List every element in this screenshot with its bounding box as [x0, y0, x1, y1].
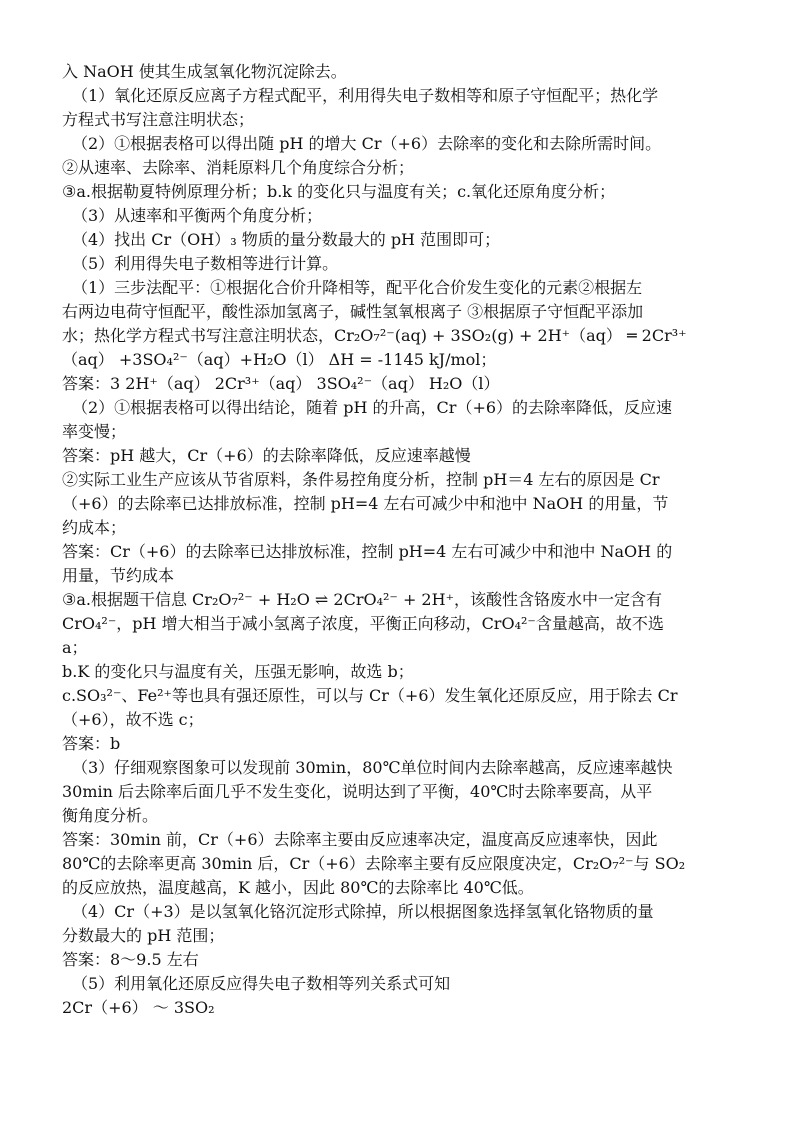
text-line: ②实际工业生产应该从节省原料，条件易控角度分析，控制 pH＝4 左右的原因是 Cr — [62, 470, 660, 489]
text-line: （1）氧化还原反应离子方程式配平，利用得失电子数相等和原子守恒配平；热化学 — [72, 86, 659, 105]
text-line: 约成本； — [62, 518, 127, 537]
text-line: （3）从速率和平衡两个角度分析； — [72, 206, 323, 225]
text-line: CrO₄²⁻，pH 增大相当于减小氢离子浓度，平衡正向移动，CrO₄²⁻含量越高，故不选 — [62, 614, 664, 633]
text-line: ③a.根据勒夏特例原理分析；b.k 的变化只与温度有关；c.氧化还原角度分析； — [62, 182, 616, 201]
text-line: b.K 的变化只与温度有关，压强无影响，故选 b； — [62, 662, 414, 681]
text-line: a； — [62, 638, 88, 657]
text-line: 的反应放热，温度越高，K 越小，因此 80℃的去除率比 40℃低。 — [62, 878, 534, 897]
text-line: 率变慢； — [62, 422, 127, 441]
text-line: （5）利用氧化还原反应得失电子数相等列关系式可知 — [72, 974, 451, 993]
text-line: （+6），故不选 c； — [62, 710, 204, 729]
text-line: 方程式书写注意注明状态； — [62, 110, 255, 129]
text-line: 答案：pH 越大，Cr（+6）的去除率降低，反应速率越慢 — [62, 446, 471, 465]
text-line: （3）仔细观察图象可以发现前 30min，80℃单位时间内去除率越高，反应速率越快 — [72, 758, 673, 777]
text-line: 答案：3 2H⁺（aq） 2Cr³⁺（aq） 3SO₄²⁻（aq） H₂O（l） — [62, 374, 500, 393]
text-line: 右两边电荷守恒配平，酸性添加氢离子，碱性氢氧根离子 ③根据原子守恒配平添加 — [62, 302, 644, 321]
text-line: （2）①根据表格可以得出结论，随着 pH 的升高，Cr（+6）的去除率降低，反应速 — [72, 398, 673, 417]
text-line: 80℃的去除率更高 30min 后，Cr（+6）去除率主要有反应限度决定，Cr₂O₇²⁻与 SO₂ — [62, 854, 686, 873]
text-line: ③a.根据题干信息 Cr₂O₇²⁻ + H₂O ⇌ 2CrO₄²⁻ + 2H⁺，该酸性含铬废水中一定含有 — [62, 590, 663, 609]
text-line: 衡角度分析。 — [62, 806, 159, 825]
text-line: （1）三步法配平：①根据化合价升降相等，配平化合价发生变化的元素②根据左 — [72, 278, 643, 297]
text-line: （+6）的去除率已达排放标准，控制 pH=4 左右可减少中和池中 NaOH 的用量，节 — [62, 494, 669, 513]
text-line: 2Cr（+6） ～ 3SO₂ — [62, 998, 215, 1017]
text-line: 答案：30min 前，Cr（+6）去除率主要由反应速率决定，温度高反应速率快，因此 — [62, 830, 658, 849]
text-line: （aq） +3SO₄²⁻（aq）+H₂O（l） ΔH = -1145 kJ/mol； — [62, 350, 497, 369]
text-line: 答案：8～9.5 左右 — [62, 950, 199, 969]
text-line: 分数最大的 pH 范围； — [62, 926, 225, 945]
text-line: ②从速率、去除率、消耗原料几个角度综合分析； — [62, 158, 415, 177]
text-line: 30min 后去除率后面几乎不发生变化，说明达到了平衡，40℃时去除率要高，从平 — [62, 782, 653, 801]
text-line: （2）①根据表格可以得出随 pH 的增大 Cr（+6）去除率的变化和去除所需时间。 — [72, 134, 662, 153]
text-line: （4）找出 Cr（OH）₃ 物质的量分数最大的 pH 范围即可； — [72, 230, 501, 249]
text-line: （4）Cr（+3）是以氢氧化铬沉淀形式除掉，所以根据图象选择氢氧化铬物质的量 — [72, 902, 654, 921]
text-line: （5）利用得失电子数相等进行计算。 — [72, 254, 339, 273]
text-line: 答案：Cr（+6）的去除率已达排放标准，控制 pH=4 左右可减少中和池中 NaOH 的 — [62, 542, 673, 561]
text-line: 入 NaOH 使其生成氢氧化物沉淀除去。 — [62, 62, 347, 81]
text-line: 答案：b — [62, 734, 121, 753]
text-line: 水；热化学方程式书写注意注明状态，Cr₂O₇²⁻(aq) + 3SO₂(g) + 2H⁺（aq） ═ 2Cr³⁺ — [62, 326, 687, 345]
text-line: 用量，节约成本 — [62, 566, 175, 585]
text-line: c.SO₃²⁻、Fe²⁺等也具有强还原性，可以与 Cr（+6）发生氧化还原反应，用于除去 Cr — [62, 686, 678, 705]
